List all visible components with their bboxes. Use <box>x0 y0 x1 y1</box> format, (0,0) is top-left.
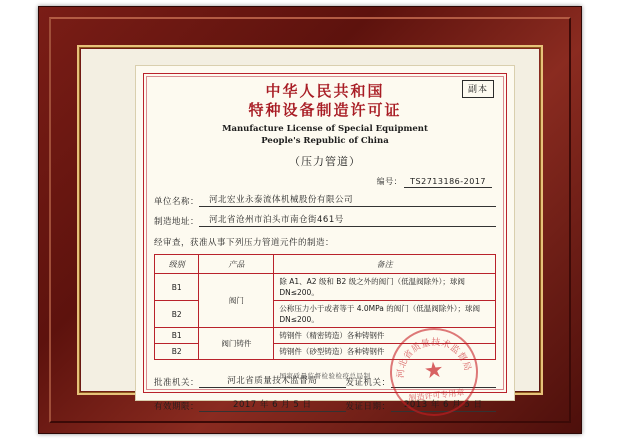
approval-authority-label: 批准机关： <box>154 378 200 388</box>
certificate-title-en <box>154 123 496 147</box>
title-en-line1: Manufacture License of Special Equipment <box>222 124 428 134</box>
table-header-remark: 备注 <box>274 255 496 274</box>
field-address <box>154 213 496 227</box>
approval-statement: 经审查，获准从事下列压力管道元件的制造： <box>154 238 335 248</box>
picture-frame-bevel <box>49 17 571 423</box>
seal-arc-label: 河北省质量技术监督局 <box>396 337 473 379</box>
cell-remark: 铸钢件（精密铸造）各种铸钢件 <box>274 328 496 344</box>
field-company <box>154 193 496 207</box>
cell-product: 阀门铸件 <box>199 328 274 360</box>
certificate-footer: 国家质量监督检验检疫总局制 <box>279 372 371 380</box>
certificate-number-row <box>154 176 496 187</box>
cell-level: B1 <box>155 328 199 344</box>
cell-remark: 公称压力小于或者等于 4.0MPa 的阀门（低温阀除外）；球阀 DN≤200。 <box>274 301 496 328</box>
frame-mat <box>81 49 539 412</box>
field-address-label: 制造地址： <box>154 217 200 227</box>
cell-remark: 铸钢件（砂型铸造）各种铸钢件 <box>274 344 496 360</box>
cell-product: 阀门 <box>199 274 274 328</box>
title-en-line2: People's Republic of China <box>261 136 389 146</box>
picture-frame-outer <box>38 6 582 434</box>
cell-level: B2 <box>155 344 199 360</box>
title-cn-line1: 中华人民共和国 <box>265 82 385 100</box>
table-header-level: 级别 <box>155 255 199 274</box>
field-company-value: 河北宏业永泰流体机械股份有限公司 <box>199 193 496 207</box>
field-address-value: 河北省沧州市泊头市南仓街461号 <box>199 213 496 227</box>
issue-date-label: 发证日期： <box>345 402 391 412</box>
certificate-number-value: TS2713186-2017 <box>404 177 492 188</box>
cell-remark: 除 A1、A2 级和 B2 级之外的阀门（低温阀除外）；球阀 DN≤200。 <box>274 274 496 301</box>
issue-date-value: 2013 年 6 月 5 日 <box>391 398 496 412</box>
approval-authority-value: 河北省质量技术监督局 <box>199 374 346 388</box>
copy-mark-badge: 副本 <box>462 80 494 98</box>
seal-star-icon: ★ <box>422 357 446 385</box>
certificate-title-cn <box>154 82 496 120</box>
field-company-label: 单位名称： <box>154 197 200 207</box>
table-header-row <box>155 255 496 274</box>
validity-period-value: 2017 年 6 月 5 日 <box>199 398 346 412</box>
title-cn-line2: 特种设备制造许可证 <box>248 101 402 119</box>
cell-level: B1 <box>155 274 199 301</box>
certificate-subtitle: （压力管道） <box>289 155 361 168</box>
table-header-product: 产品 <box>199 255 274 274</box>
cell-level: B2 <box>155 301 199 328</box>
certificate-paper <box>135 65 515 412</box>
table-row <box>155 274 496 301</box>
certificate-number-label: 编号： <box>376 177 403 186</box>
issuing-authority-label: 发证机关： <box>345 378 391 388</box>
validity-period-label: 有效期限： <box>154 402 200 412</box>
seal-bottom-label: 制造许可专用章 <box>408 387 465 403</box>
certificate-body <box>154 80 496 412</box>
validity-period <box>154 398 346 412</box>
